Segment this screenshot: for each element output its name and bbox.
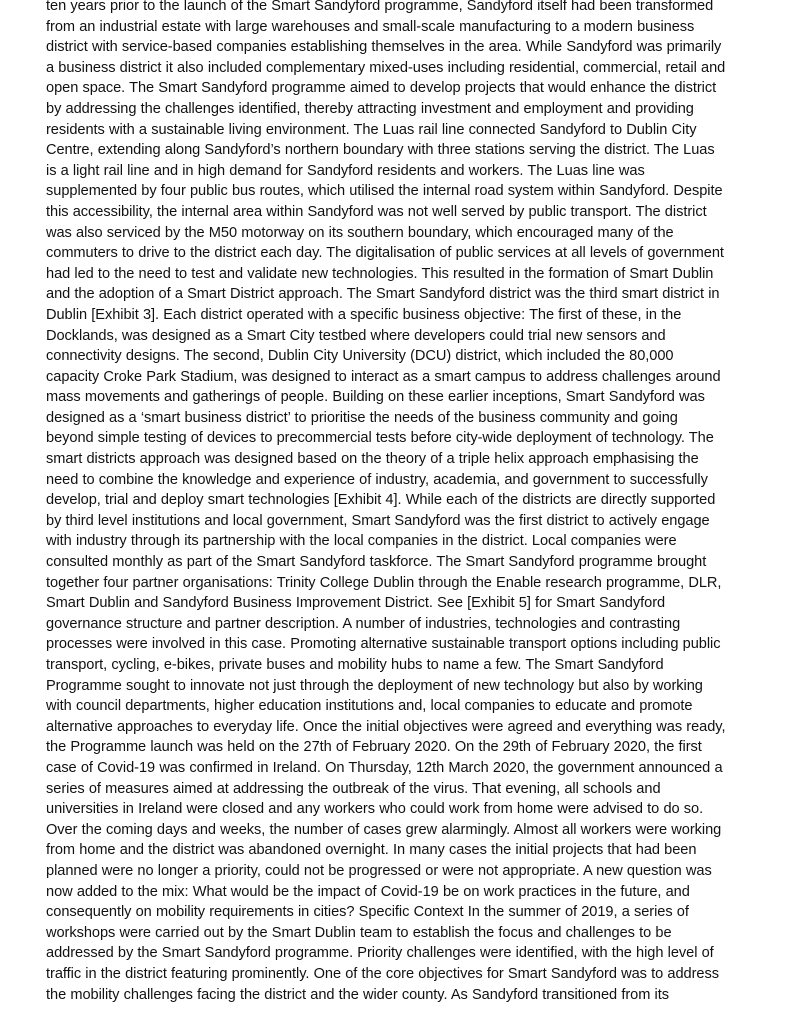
text-line: is a light rail line and in high demand for Sandyford residents and workers. The Luas line was	[46, 162, 645, 179]
text-line: from home and the district was abandoned overnight. In many cases the initial projects that had been	[46, 842, 697, 859]
text-line: processes were involved in this case. Promoting alternative sustainable transport options including public	[46, 636, 721, 653]
text-line: Docklands, was designed as a Smart City testbed where developers could trial new sensors and	[46, 327, 666, 344]
text-line: was also serviced by the M50 motorway on its southern boundary, which encouraged many of the	[46, 224, 674, 241]
text-line: smart districts approach was designed based on the theory of a triple helix approach emphasising the	[46, 451, 699, 468]
text-line: commuters to drive to the district each day. The digitalisation of public services at all levels of government	[46, 245, 724, 262]
text-line: Over the coming days and weeks, the number of cases grew alarmingly. Almost all workers were working	[46, 821, 722, 838]
text-line: Programme sought to innovate not just through the deployment of new technology but also by working	[46, 677, 703, 694]
text-line: with council departments, higher education institutions and, local companies to educate and promote	[46, 698, 693, 715]
text-line: alternative approaches to everyday life. Once the initial objectives were agreed and everything was ready,	[46, 718, 726, 735]
text-line: together four partner organisations: Trinity College Dublin through the Enable research programme, DLR,	[46, 574, 722, 591]
text-line: addressed by the Smart Sandyford programme. Priority challenges were identified, with the high level of	[46, 945, 714, 962]
text-line: open space. The Smart Sandyford programme aimed to develop projects that would enhance the district	[46, 80, 717, 97]
text-line: this accessibility, the internal area within Sandyford was not well served by public transport. The district	[46, 203, 707, 220]
text-line: universities in Ireland were closed and any workers who could work from home were advised to do so.	[46, 801, 704, 818]
text-line: the mobility challenges facing the district and the wider county. As Sandyford transitioned from its	[46, 986, 669, 1003]
text-line: connectivity designs. The second, Dublin City University (DCU) district, which included the 80,000	[46, 348, 674, 365]
text-line: planned were no longer a priority, could not be progressed or were not appropriate. A new question was	[46, 862, 712, 879]
text-line: develop, trial and deploy smart technologies [Exhibit 4]. While each of the districts are directly supported	[46, 492, 716, 509]
text-line: governance structure and partner description. A number of industries, technologies and contrasting	[46, 615, 681, 632]
text-line: from an industrial estate with large warehouses and small-scale manufacturing to a modern business	[46, 18, 695, 35]
text-line: and the adoption of a Smart District approach. The Smart Sandyford district was the third smart district in	[46, 286, 720, 303]
text-line: series of measures aimed at addressing the outbreak of the virus. That evening, all schools and	[46, 780, 661, 797]
text-line: transport, cycling, e-bikes, private buses and mobility hubs to name a few. The Smart Sandyford	[46, 657, 664, 673]
text-line: by addressing the challenges identified, thereby attracting investment and employment and providing	[46, 100, 694, 117]
text-line: with industry through its partnership with the local companies in the district. Local companies were	[46, 533, 677, 550]
text-line: ten years prior to the launch of the Smart Sandyford programme, Sandyford itself had been transformed	[46, 0, 714, 14]
text-line: beyond simple testing of devices to precommercial tests before city-wide deployment of technology. The	[46, 430, 714, 447]
text-line: district with service-based companies establishing themselves in the area. While Sandyford was primarily	[46, 39, 722, 56]
text-line: designed as a ‘smart business district’ to prioritise the needs of the business community and going	[46, 409, 678, 426]
text-line: need to combine the knowledge and experience of industry, academia, and government to successfully	[46, 471, 708, 488]
text-line: by third level institutions and local government, Smart Sandyford was the first district to actively engage	[46, 512, 710, 529]
text-line: Smart Dublin and Sandyford Business Improvement District. See [Exhibit 5] for Smart Sandyford	[46, 595, 666, 612]
text-line: capacity Croke Park Stadium, was designed to interact as a smart campus to address challenges around	[46, 368, 721, 385]
text-line: Dublin [Exhibit 3]. Each district operated with a specific business objective: The first of these, in the	[46, 306, 682, 323]
text-line: case of Covid-19 was confirmed in Ireland. On Thursday, 12th March 2020, the government announced a	[46, 759, 723, 776]
text-line: consulted monthly as part of the Smart Sandyford taskforce. The Smart Sandyford programme brought	[46, 554, 707, 571]
text-line: supplemented by four public bus routes, which utilised the internal road system within Sandyford. Despite	[46, 183, 723, 200]
text-line: the Programme launch was held on the 27th of February 2020. On the 29th of February 2020, the first	[46, 739, 702, 756]
text-line: consequently on mobility requirements in cities? Specific Context In the summer of 2019, a series of	[46, 904, 689, 921]
text-line: now added to the mix: What would be the impact of Covid-19 be on work practices in the future, and	[46, 883, 690, 900]
text-line: workshops were carried out by the Smart Dublin team to establish the focus and challenges to be	[46, 924, 672, 941]
text-line: residents with a sustainable living environment. The Luas rail line connected Sandyford to Dublin City	[46, 121, 697, 138]
text-line: Centre, extending along Sandyford’s northern boundary with three stations serving the district. The Luas	[46, 142, 715, 159]
text-line: a business district it also included complementary mixed-uses including residential, commercial, retail and	[46, 59, 726, 76]
text-line: mass movements and gatherings of people. Building on these earlier inceptions, Smart Sandyford was	[46, 389, 705, 406]
text-line: had led to the need to test and validate new technologies. This resulted in the formation of Smart Dublin	[46, 265, 714, 282]
text-line: traffic in the district featuring prominently. One of the core objectives for Smart Sandyford was to address	[46, 965, 719, 982]
body-paragraph	[46, 0, 786, 1005]
